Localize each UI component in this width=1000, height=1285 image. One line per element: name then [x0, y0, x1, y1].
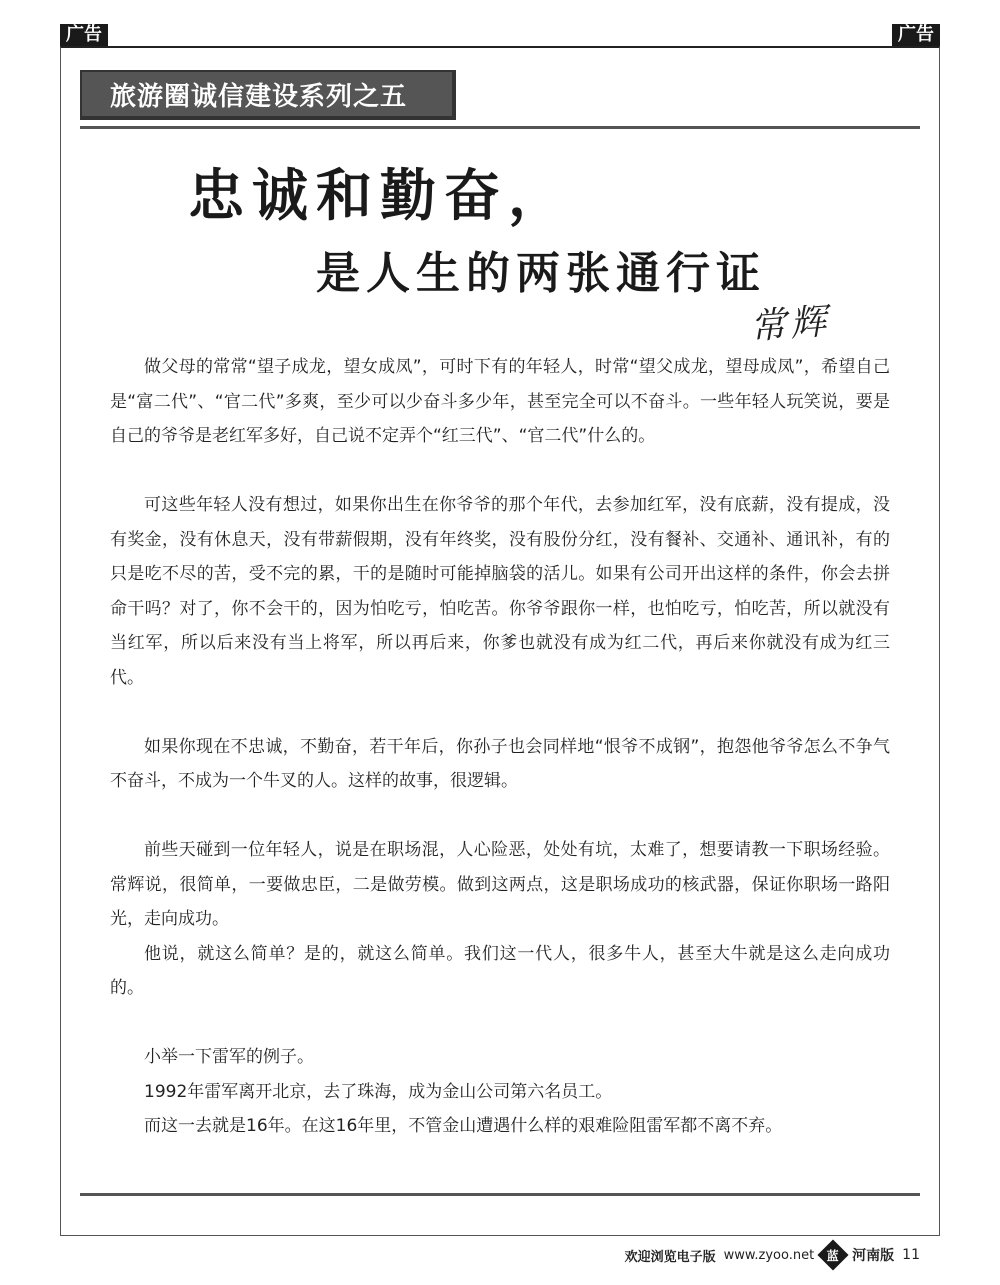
logo-char: 蓝	[827, 1248, 840, 1263]
article-body	[110, 350, 890, 1144]
ad-tag-left: 广告	[60, 24, 108, 46]
article-paragraph: 他说，就这么简单？是的，就这么简单。我们这一代人，很多牛人，甚至大牛就是这么走向成功的。	[110, 943, 890, 998]
article-paragraph: 前些天碰到一位年轻人，说是在职场混，人心险恶，处处有坑，太难了，想要请教一下职场经验。常辉说，很简单，一要做忠臣，二是做劳模。做到这两点，这是职场成功的核武器，保证你职场一路阳光，走向成功。	[110, 840, 890, 929]
page-number: 11	[902, 1247, 920, 1263]
publication-logo-icon	[818, 1239, 849, 1270]
article-paragraph: 如果你现在不忠诚，不勤奋，若干年后，你孙子也会同样地“恨爷不成钢”，抱怨他爷爷怎么不争气不奋斗，不成为一个牛叉的人。这样的故事，很逻辑。	[110, 736, 890, 791]
footer-edition: 河南版	[852, 1248, 895, 1264]
headline-line-2: 是人生的两张通行证	[316, 248, 766, 299]
author-signature: 常辉	[748, 301, 832, 348]
divider-top	[80, 126, 920, 129]
ad-tag-right: 广告	[892, 24, 940, 46]
footer-promo: 欢迎浏览电子版	[624, 1249, 716, 1265]
article-paragraph: 小举一下雷军的例子。	[144, 1047, 314, 1067]
headline-line-1: 忠诚和勤奋，	[188, 164, 572, 229]
article-paragraph: 而这一去就是16年。在这16年里，不管金山遭遇什么样的艰难险阻雷军都不离不弃。	[144, 1116, 783, 1136]
divider-bottom	[80, 1193, 920, 1196]
footer-site-link[interactable]: www.zyoo.net	[723, 1247, 815, 1263]
series-banner: 旅游圈诚信建设系列之五	[80, 70, 456, 120]
article-paragraph: 1992年雷军离开北京，去了珠海，成为金山公司第六名员工。	[144, 1081, 613, 1102]
article-paragraph: 可这些年轻人没有想过，如果你出生在你爷爷的那个年代，去参加红军，没有底薪，没有提成，没有奖金，没有休息天，没有带薪假期，没有年终奖，没有股份分红，没有餐补、交通补、通讯补，有的只是吃不尽的苦，受不完的累，干的是随时可能掉脑袋的活儿。如果有公司开出这样的条件，你会去拼命干吗？对了，你不会干的，因为怕吃亏，怕吃苦。你爷爷跟你一样，也怕吃亏，怕吃苦，所以就没有当红军，所以后来没有当上将军，所以再后来，你爹也就没有成为红二代，再后来你就没有成为红三代。	[110, 495, 890, 688]
page-footer	[625, 1244, 920, 1266]
article-paragraph: 做父母的常常“望子成龙，望女成凤”，可时下有的年轻人，时常“望父成龙，望母成凤”，希望自己是“富二代”、“官二代”多爽，至少可以少奋斗多少年，甚至完全可以不奋斗。一些年轻人玩笑说，要是自己的爷爷是老红军多好，自己说不定弄个“红三代”、“官二代”什么的。	[110, 357, 890, 446]
